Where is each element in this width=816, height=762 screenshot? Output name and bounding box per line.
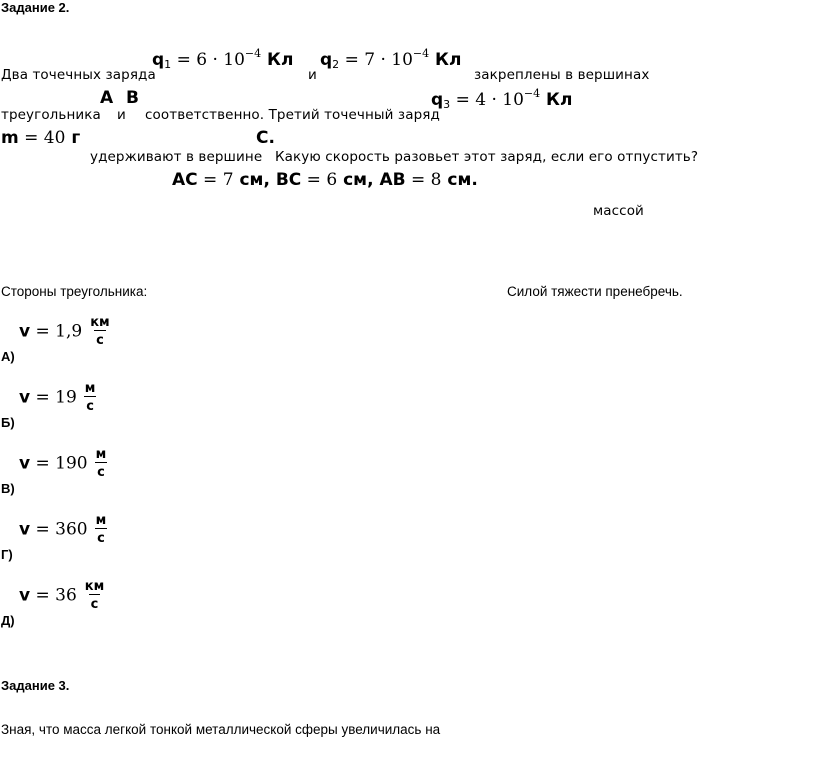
sides-label: Стороны треугольника: <box>1 284 148 299</box>
option-a-formula: v = 1,9 $\frac{км}{с}$ <box>19 315 110 348</box>
text-question: Какую скорость разовьет этот заряд, если его отпустить? <box>275 149 699 165</box>
vertex-c: C. <box>256 128 275 148</box>
text-mass-word: массой <box>593 203 644 219</box>
option-g-formula: v = 360 $\frac{м}{с}$ <box>19 513 107 546</box>
option-d-letter: Д) <box>1 613 15 628</box>
text-triangle: треугольника <box>1 107 101 123</box>
option-g-letter: Г) <box>1 547 13 562</box>
option-b-letter: Б) <box>1 415 15 430</box>
option-v-formula: v = 190 $\frac{м}{с}$ <box>19 447 107 480</box>
option-a-letter: А) <box>1 349 15 364</box>
task3-text: Зная, что масса легкой тонкой металлической сферы увеличилась на <box>1 722 441 737</box>
option-v-letter: В) <box>1 481 15 496</box>
formula-q2: $q_2 = 7 \cdot 10^{-4}$ Кл <box>320 47 462 71</box>
text-and-2: и <box>117 107 126 123</box>
task2-heading: Задание 2. <box>1 0 70 15</box>
formula-mass: m = 40 г <box>1 128 81 148</box>
formula-triangle-sides: AC = 7 см, BC = 6 см, AB = 8 см. <box>172 170 478 190</box>
text-and-1: и <box>308 67 317 83</box>
formula-q1: $q_1 = 6 \cdot 10^{-4}$ Кл <box>152 47 294 71</box>
option-b-formula: v = 19 $\frac{м}{с}$ <box>19 381 96 414</box>
text-two-point-charges: Два точечных заряда <box>1 67 156 83</box>
formula-q3: $q_3 = 4 \cdot 10^{-4}$ Кл <box>431 87 573 111</box>
text-held-at-vertex: удерживают в вершине <box>90 149 263 165</box>
vertex-b: B <box>126 88 139 108</box>
option-d-formula: v = 36 $\frac{км}{с}$ <box>19 579 105 612</box>
task3-heading: Задание 3. <box>1 678 70 693</box>
text-respectively: соответственно. Третий точечный заряд <box>145 107 440 123</box>
vertex-a: A <box>100 88 114 108</box>
text-fixed-at-vertices: закреплены в вершинах <box>474 67 650 83</box>
gravity-note: Силой тяжести пренебречь. <box>507 284 683 299</box>
